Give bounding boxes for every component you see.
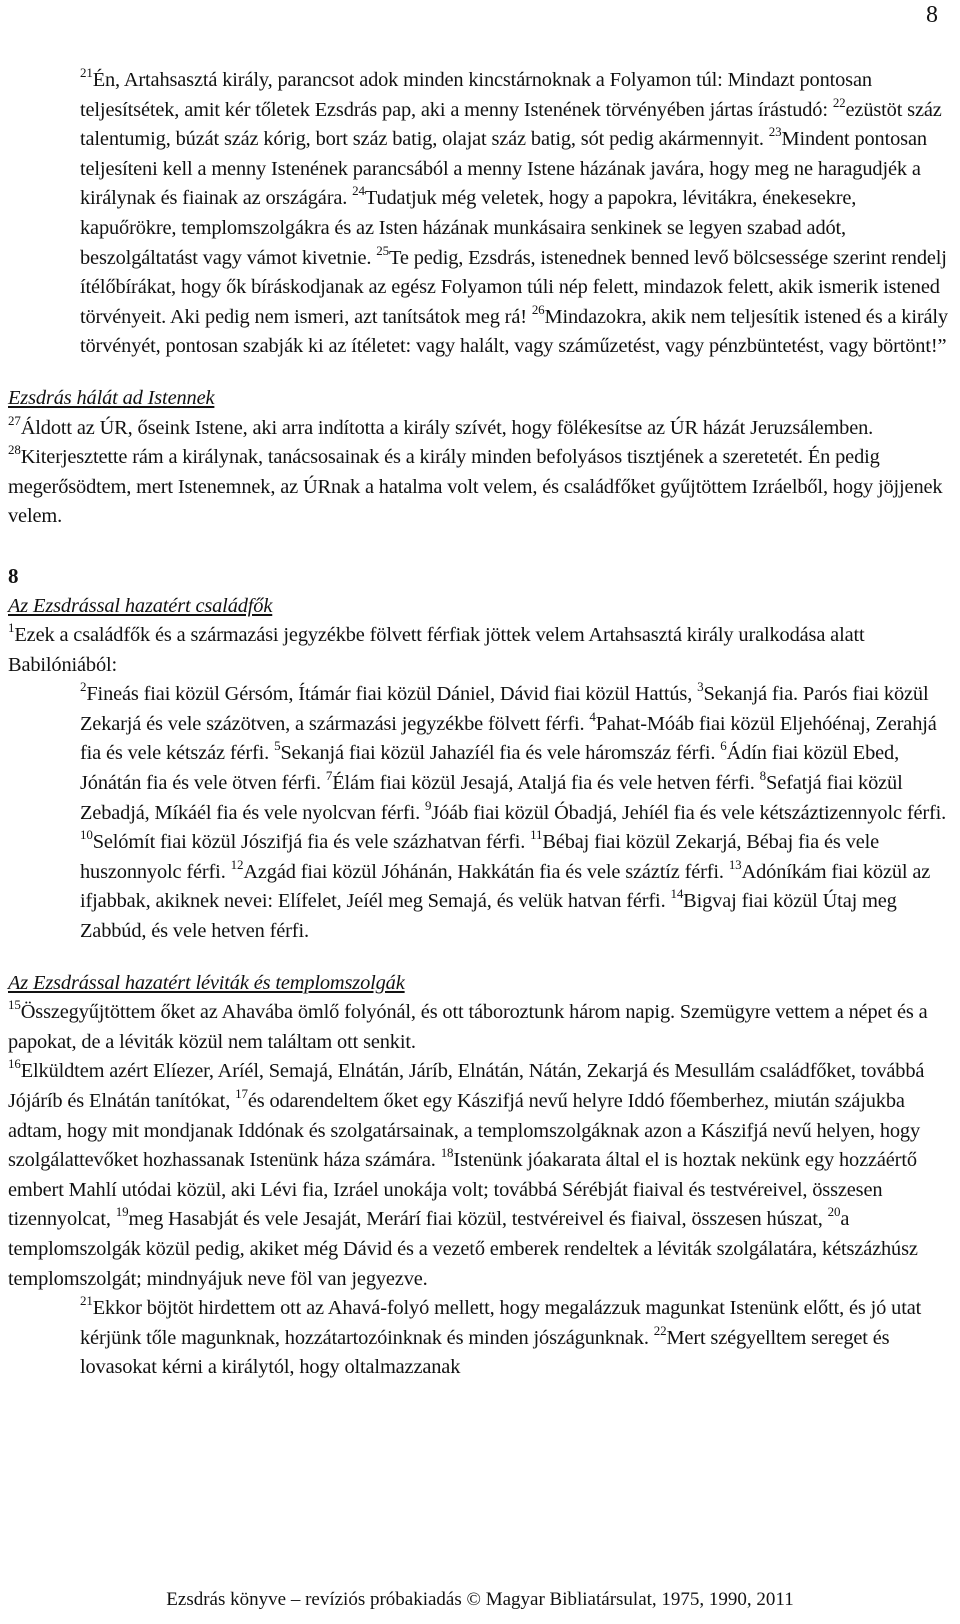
verse-number: 11 <box>530 827 543 843</box>
chapter-number: 8 <box>8 563 19 588</box>
verse-number: 5 <box>274 738 281 754</box>
verse-number: 13 <box>728 856 742 872</box>
verse-number: 22 <box>832 94 846 110</box>
verse-number: 16 <box>8 1056 21 1072</box>
verse-number: 20 <box>827 1204 841 1220</box>
verse-text: Én, Artahsasztá király, parancsot adok minden kincstárnoknak a Folyamon túl: Mindazt pontosan teljesítsétek, amit kér tőletek Ezsdrás pap, aki a menny Istenének törvényében jártas írástudó: <box>80 69 872 121</box>
verse-text: Mert szégyelltem sereget és lovasokat kérni a királytól, hogy oltalmazzanak <box>80 1326 890 1379</box>
paragraph-levites-sent <box>8 1057 954 1294</box>
page-number: 8 <box>926 2 938 28</box>
verse-number: 3 <box>697 679 704 695</box>
verse-number: 21 <box>80 65 93 80</box>
verse-number: 8 <box>759 768 766 784</box>
verse-number: 4 <box>589 708 596 724</box>
verse-text: Mindazokra, akik nem teljesítik istened és a király törvényét, pontosan szabják ki az ítéletet: vagy halált, vagy száműzetést, vagy pénzbüntetést, vagy börtönt!” <box>80 305 948 358</box>
verse-number: 15 <box>8 997 21 1013</box>
verse-text: Elküldtem azért Elíezer, Aríél, Semajá, Elnátán, Járíb, Elnátán, Nátán, Zekarjá és Mesullám családfőket, továbbá Jójáríb és Elnátán tanítókat, <box>8 1060 925 1112</box>
verse-text: Élám fiai közül Jesajá, Ataljá fia és vele hetven férfi. <box>332 772 760 795</box>
page-footer: Ezsdrás könyve – revíziós próbakiadás © Magyar Bibliatársulat, 1975, 1990, 2011 <box>166 1589 794 1610</box>
verse-number: 2 <box>80 679 87 695</box>
verse-text: ezüstöt száz talentumig, búzát száz kórig, bort száz batig, olajat száz batig, sót pedig akármennyit. <box>80 98 942 151</box>
verse-text: Selómít fiai közül Jószifjá fia és vele százhatvan férfi. <box>92 831 531 854</box>
verse-text: Te pedig, Ezsdrás, istenednek benned levő bölcsessége szerint rendelj ítélőbírákat, hogy ők bíráskodjanak az egész Folyamon túli nép felett, mindazok felett, akik ismerik istened törvényeit. Aki pedig nem ismeri, azt tanítsátok meg rá! <box>80 246 947 328</box>
paragraph-family-heads-intro <box>8 621 954 680</box>
verse-text: Azgád fiai közül Jóhánán, Hakkátán fia és vele száztíz férfi. <box>243 860 729 883</box>
verse-number: 27 <box>8 412 21 428</box>
verse-text: Mindent pontosan teljesíteni kell a menny Istenének parancsából a menny Istene házának javára, hogy meg ne haragudjék a királynak és fiainak az országára. <box>80 128 927 210</box>
verse-number: 22 <box>653 1322 667 1338</box>
section-heading-family-heads: Az Ezsdrással hazatért családfők <box>8 594 273 617</box>
paragraph-family-list <box>8 680 954 946</box>
verse-number: 18 <box>440 1145 454 1161</box>
verse-text: Adóníkám fiai közül az ifjabbak, akiknek nevei: Elífelet, Jeíél meg Semajá, és velük hatvan férfi. <box>80 860 931 913</box>
verse-number: 26 <box>531 301 545 317</box>
verse-text: Sefatjá fiai közül Zebadjá, Míkáél fia és vele nyolcvan férfi. <box>80 772 903 824</box>
verse-text: Sekanjá fiai közül Jahazíél fia és vele háromszáz férfi. <box>280 742 721 765</box>
paragraph-ahava-camp <box>8 998 954 1057</box>
verse-number: 1 <box>8 620 15 636</box>
verse-text: a templomszolgák közül pedig, akiket még Dávid és a vezető emberek rendeltek a léviták szolgálatára, kétszázhúsz templomszolgát; mindnyájuk neve föl van jegyezve. <box>8 1208 918 1290</box>
verse-number: 7 <box>325 768 333 784</box>
verse-text: Összegyűjtöttem őket az Ahavába ömlő folyónál, és ott táboroztunk három napig. Szemügyre vettem a népet és a papokat, de a léviták közül nem találtam ott senkit. <box>8 1001 928 1053</box>
verse-text: és odarendeltem őket egy Kászifjá nevű helyre Iddó főemberhez, miután szájukba adtam, hogy mit mondjanak Iddónak és szolgatársainak, a templomszolgáknak azon a Kászifjá nevű helyen, hogy szolgálattevőket hozhassanak Istenünk háza számára. <box>8 1090 921 1172</box>
verse-text: Bébaj fiai közül Zekarjá, Bébaj fia és vele huszonnyolc férfi. <box>80 831 880 883</box>
verse-number: 28 <box>8 442 21 458</box>
verse-text: Tudatjuk még veletek, hogy a papokra, lévitákra, énekesekre, kapuőrökre, templomszolgákra és az Isten házának munkásaira senkinek se legyen szabad adót, beszolgáltatást vagy vámot kivetnie. <box>80 187 857 269</box>
verse-number: 6 <box>720 738 727 754</box>
verse-text: meg Hasabját és vele Jesaját, Merárí fiai közül, testvéreivel és fiaival, összesen húszat, <box>128 1208 828 1231</box>
verse-text: Fineás fiai közül Gérsóm, Ítámár fiai közül Dániel, Dávid fiai közül Hattús, <box>86 683 698 706</box>
verse-number: 10 <box>80 827 93 843</box>
verse-text: Bigvaj fiai közül Útaj meg Zabbúd, és vele hetven férfi. <box>80 890 897 943</box>
verse-text: Áldott az ÚR, őseink Istene, aki arra indította a király szívét, hogy fölékesítse az ÚR házát Jeruzsálemben. <box>20 416 874 439</box>
verse-number: 19 <box>115 1204 129 1220</box>
paragraph-royal-decree <box>8 66 954 362</box>
verse-text: Istenünk jóakarata által el is hoztak nekünk egy hozzáértő embert Mahlí utódai közül, aki Lévi fia, Izráel unokája volt; továbbá Sérébját fiaival és testvéreivel, összesen tizennyolcat, <box>8 1149 917 1231</box>
verse-number: 12 <box>230 856 244 872</box>
verse-number: 21 <box>80 1293 93 1309</box>
verse-number: 9 <box>424 797 432 813</box>
section-heading-thanksgiving: Ezsdrás hálát ad Istennek <box>8 386 215 409</box>
verse-text: Ádín fiai közül Ebed, Jónátán fia és vele ötven férfi. <box>80 742 900 795</box>
section-heading-levites: Az Ezsdrással hazatért léviták és templomszolgák <box>8 971 405 994</box>
verse-text: Kiterjesztette rám a királynak, tanácsosainak és a király minden befolyásos tisztjének a szeretetét. Én pedig megerősödtem, mert Istenemnek, az ÚRnak a hatalma volt velem, és családfőket gyűjtöttem Izráelből, hogy jöjjenek velem. <box>8 446 943 528</box>
verse-text: Pahat-Móáb fiai közül Eljehóénaj, Zerahjá fia és vele kétszáz férfi. <box>80 712 937 765</box>
paragraph-fasting <box>8 1294 954 1383</box>
verse-text: Ezek a családfők és a származási jegyzékbe fölvett férfiak jöttek velem Artahsasztá király uralkodása alatt Babilóniából: <box>8 624 865 676</box>
paragraph-thanksgiving <box>8 414 954 532</box>
verse-text: Ekkor böjtöt hirdettem ott az Ahavá-folyó mellett, hogy megalázzuk magunkat Istenünk előtt, és jó utat kérjünk tőle magunknak, hozzátartozóinknak és minden jószágunknak. <box>80 1297 922 1349</box>
verse-number: 17 <box>235 1086 248 1101</box>
verse-text: Jóáb fiai közül Óbadjá, Jehíél fia és vele kétszáztizennyolc férfi. <box>431 801 947 824</box>
verse-number: 14 <box>670 886 684 902</box>
verse-number: 23 <box>768 124 782 140</box>
verse-text: Sekanjá fia. Parós fiai közül Zekarjá és vele százötven, a származási jegyzékbe fölvett férfi. <box>80 683 929 735</box>
document-body <box>8 66 954 1383</box>
verse-number: 25 <box>376 242 389 258</box>
verse-number: 24 <box>352 183 365 199</box>
